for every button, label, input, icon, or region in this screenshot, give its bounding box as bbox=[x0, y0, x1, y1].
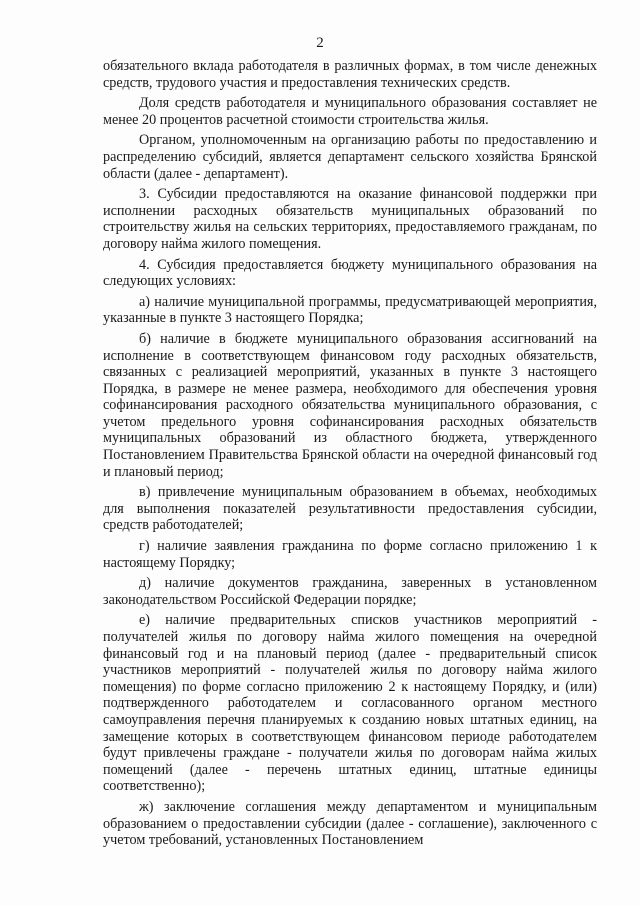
paragraph-continuation: обязательного вклада работодателя в различных формах, в том числе денежных средств, трудового участия и предоставления технических средств. bbox=[103, 58, 597, 91]
paragraph-subitem-e: е) наличие предварительных списков участников мероприятий - получателей жилья по договору найма жилого помещения на очередной финансовый год и на плановый период (далее - предварительный список участников мероприятий - получателей жилья по договору найма жилого помещения) по форме согласно приложению 2 к настоящему Порядку, и (или) подтвержденного работодателем и согласованного органом местного самоуправления перечня планируемых к созданию новых штатных единиц, на замещение которых в соответствующем финансовом периоде работодателем будут привлечены граждане - получатели жилья по договорам найма жилых помещений (далее - перечень штатных единиц, штатные единицы соответственно); bbox=[103, 612, 597, 795]
paragraph-item-4: 4. Субсидия предоставляется бюджету муниципального образования на следующих условиях: bbox=[103, 256, 597, 290]
document-body bbox=[103, 58, 597, 853]
paragraph-subitem-a: а) наличие муниципальной программы, предусматривающей мероприятия, указанные в пункте 3 настоящего Порядка; bbox=[103, 293, 597, 327]
paragraph-subitem-g: г) наличие заявления гражданина по форме согласно приложению 1 к настоящему Порядку; bbox=[103, 538, 597, 571]
paragraph-subitem-v: в) привлечение муниципальным образованием в объемах, необходимых для выполнения показателей результативности предоставления субсидии, средств работодателей; bbox=[103, 484, 597, 534]
paragraph-subitem-d: д) наличие документов гражданина, заверенных в установленном законодательством Российской Федерации порядке; bbox=[103, 575, 597, 608]
paragraph-item-3: 3. Субсидии предоставляются на оказание финансовой поддержки при исполнении расходных обязательств муниципальных образований по строительству жилья на сельских территориях, предоставляемого гражданам, по договору найма жилого помещения. bbox=[103, 186, 597, 252]
paragraph-authorized-body: Органом, уполномоченным на организацию работы по предоставлению и распределению субсидий, является департамент сельского хозяйства Брянской области (далее - департамент). bbox=[103, 132, 597, 182]
page-number: 2 bbox=[316, 35, 324, 51]
paragraph-subitem-zh: ж) заключение соглашения между департаментом и муниципальным образованием о предоставлении субсидии (далее - соглашение), заключенного с учетом требований, установленных Постановлением bbox=[103, 798, 597, 849]
paragraph-employer-share: Доля средств работодателя и муниципального образования составляет не менее 20 процентов расчетной стоимости строительства жилья. bbox=[103, 95, 597, 128]
paragraph-subitem-b: б) наличие в бюджете муниципального образования ассигнований на исполнение в соответствующем финансовом году расходных обязательств, связанных с реализацией мероприятий, указанных в пункте 3 настоящего Порядка, в размере не менее размера, необходимого для обеспечения уровня софинансирования расходного обязательства муниципального образования, с учетом предельного уровня софинансирования расходных обязательств муниципальных образований из областного бюджета, утвержденного Постановлением Правительства Брянской области на очередной финансовый год и плановый период; bbox=[103, 330, 597, 480]
